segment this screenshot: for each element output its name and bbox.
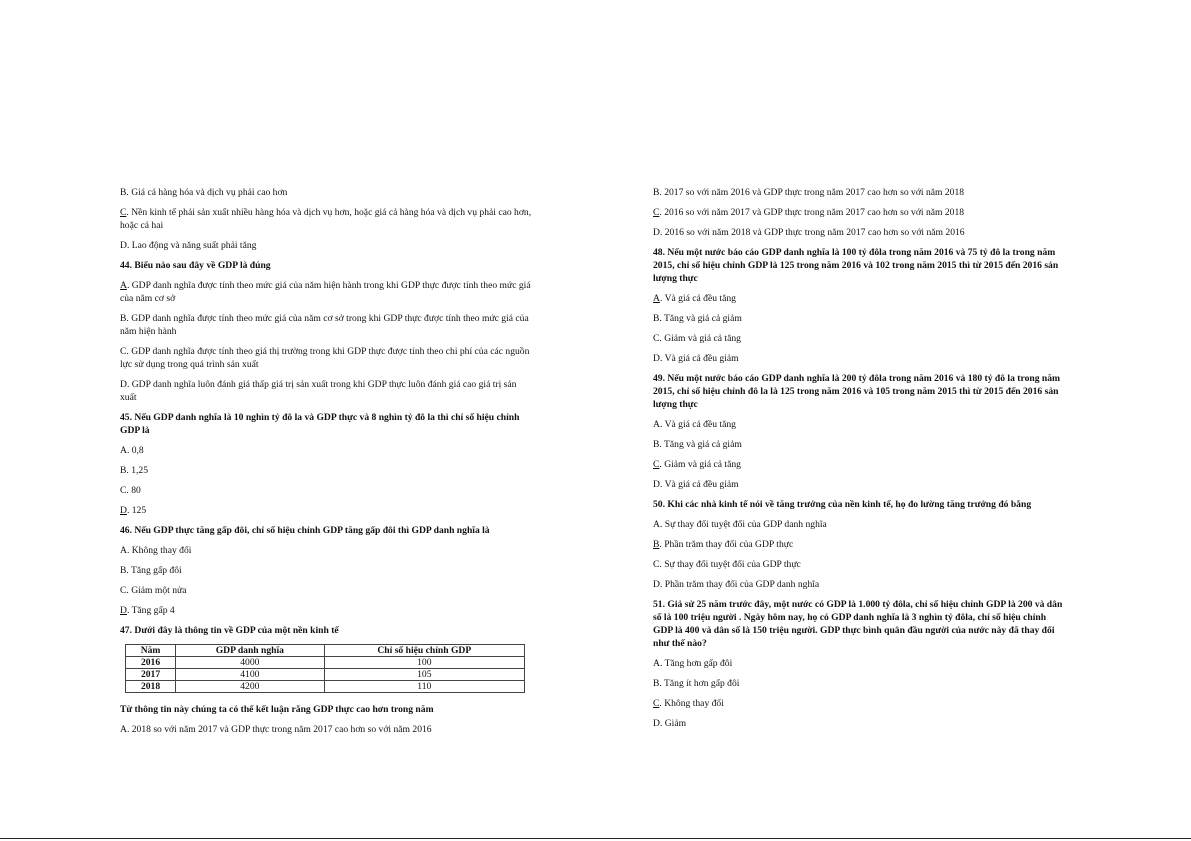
option-letter: B: [120, 565, 127, 576]
option-text: 2016 so với năm 2018 và GDP thực trong năm 2017 cao hơn so với năm 2016: [664, 227, 965, 238]
option-letter: B: [120, 187, 127, 198]
answer-option: D. Giảm: [653, 718, 687, 729]
option-letter: B: [120, 313, 127, 324]
table-row: [126, 669, 525, 681]
table-header-row: [126, 645, 525, 657]
answer-option: C. 80: [120, 485, 141, 496]
option-text: Nền kinh tế phải sản xuất nhiều hàng hóa và dịch vụ hơn, hoặc giá cả hàng hóa và dịch vụ phải cao hơn, hoặc cả hai: [120, 207, 532, 231]
option-text: 1,25: [131, 465, 148, 476]
option-text: Và giá cả đều tăng: [664, 293, 736, 304]
table-row: [126, 681, 525, 693]
answer-option: A. Và giá cả đều tăng: [653, 293, 736, 304]
option-letter: C: [120, 346, 127, 357]
option-letter: C: [653, 698, 660, 709]
option-text: Giá cả hàng hóa và dịch vụ phải cao hơn: [131, 187, 288, 198]
option-text: 2016 so với năm 2017 và GDP thực trong năm 2017 cao hơn so với năm 2018: [664, 207, 965, 218]
option-letter: D: [653, 718, 660, 729]
answer-option: D. Và giá cả đều giảm: [653, 353, 739, 364]
option-text: Sự thay đổi tuyệt đối của GDP thực: [664, 559, 801, 570]
answer-option: C. Giảm một nửa: [120, 585, 187, 596]
option-letter: B: [120, 465, 127, 476]
answer-option: B. 2017 so với năm 2016 và GDP thực trong năm 2017 cao hơn so với năm 2018: [653, 187, 965, 198]
option-letter: D: [120, 240, 127, 251]
option-text: 125: [131, 505, 147, 516]
answer-option: D. 2016 so với năm 2018 và GDP thực trong năm 2017 cao hơn so với năm 2016: [653, 227, 965, 238]
option-letter: D: [653, 353, 660, 364]
table-cell: 4000: [176, 657, 325, 669]
option-text: Tăng ít hơn gấp đôi: [664, 678, 740, 689]
option-letter: D: [653, 227, 660, 238]
table-header-cell: GDP danh nghĩa: [176, 645, 325, 657]
option-letter: A: [120, 545, 127, 556]
question-text: 50. Khi các nhà kinh tế nói về tăng trưởng của nền kinh tế, họ đo lường tăng trưởng đó bằng: [653, 499, 1032, 510]
answer-option: D. Lao động và năng suất phải tăng: [120, 240, 257, 251]
answer-option: D. Tăng gấp 4: [120, 605, 175, 616]
option-text: Phần trăm thay đổi của GDP thực: [664, 539, 794, 550]
option-letter: A: [653, 293, 660, 304]
option-text: Giảm một nửa: [131, 585, 187, 596]
option-text: Giảm và giá cả tăng: [664, 333, 741, 344]
left-column: [120, 186, 532, 743]
option-letter: D: [120, 605, 127, 616]
question-text: 51. Giả sử 25 năm trước đây, một nước có GDP là 1.000 tỷ đôla, chỉ số hiệu chỉnh GDP là 200 và dân số là 100 triệu người . Ngày hôm nay, họ có GDP danh nghĩa là 3 nghìn tỷ đôla, chỉ số hiệu chỉnh GDP là 400 và dân số là 150 triệu người. GDP thực bình quân đầu người của nước này đã thay đổi như thế nào?: [653, 599, 1063, 649]
option-letter: C: [120, 485, 127, 496]
answer-option: D. Và giá cả đều giảm: [653, 479, 739, 490]
page-bottom-divider: [0, 838, 1191, 839]
answer-option: B. 1,25: [120, 465, 148, 476]
option-letter: C: [653, 333, 660, 344]
answer-option: D. Phần trăm thay đổi của GDP danh nghĩa: [653, 579, 820, 590]
option-text: Không thay đổi: [664, 698, 724, 709]
option-letter: A: [120, 280, 127, 291]
table-cell: 105: [324, 669, 524, 681]
answer-option: A. Tăng hơn gấp đôi: [653, 658, 733, 669]
table-cell: 4100: [176, 669, 325, 681]
answer-option: A. Sự thay đổi tuyệt đối của GDP danh nghĩa: [653, 519, 827, 530]
table-cell: 100: [324, 657, 524, 669]
answer-option: B. Tăng ít hơn gấp đôi: [653, 678, 740, 689]
option-text: Không thay đổi: [131, 545, 192, 556]
answer-option: C. Không thay đổi: [653, 698, 724, 709]
answer-option: A. 2018 so với năm 2017 và GDP thực trong năm 2017 cao hơn so với năm 2016: [120, 724, 432, 735]
option-letter: D: [120, 379, 127, 390]
option-letter: B: [653, 539, 660, 550]
gdp-table: [125, 644, 525, 693]
answer-option: C. Giảm và giá cả tăng: [653, 459, 741, 470]
right-column: [653, 186, 1065, 737]
answer-option: C. Giảm và giá cả tăng: [653, 333, 741, 344]
option-letter: C: [653, 207, 660, 218]
answer-option: C. Sự thay đổi tuyệt đối của GDP thực: [653, 559, 801, 570]
answer-option: B. Tăng và giá cả giảm: [653, 439, 742, 450]
option-letter: B: [653, 439, 660, 450]
option-text: 0,8: [131, 445, 144, 456]
option-text: 2017 so với năm 2016 và GDP thực trong năm 2017 cao hơn so với năm 2018: [664, 187, 965, 198]
table-cell: 2016: [126, 657, 176, 669]
option-text: Phần trăm thay đổi của GDP danh nghĩa: [664, 579, 820, 590]
question-text: 49. Nếu một nước báo cáo GDP danh nghĩa là 200 tỷ đôla trong năm 2016 và 180 tỷ đô la trong năm 2015, chỉ số hiệu chỉnh đô la là 125 trong năm 2016 và 105 trong năm 2015 thì từ 2015 đến 2016 sản lượng thực: [653, 373, 1061, 410]
option-letter: A: [653, 658, 660, 669]
answer-option: A. GDP danh nghĩa được tính theo mức giá của năm hiện hành trong khi GDP thực được tính theo mức giá của năm cơ sở: [120, 280, 531, 304]
option-text: Tăng và giá cả giảm: [664, 313, 742, 324]
option-letter: A: [120, 724, 127, 735]
option-letter: C: [653, 559, 660, 570]
table-header-cell: Chỉ số hiệu chỉnh GDP: [324, 645, 524, 657]
question-text: 44. Biểu nào sau đây về GDP là đúng: [120, 260, 271, 271]
option-text: Lao động và năng suất phải tăng: [131, 240, 257, 251]
answer-option: A. Không thay đổi: [120, 545, 192, 556]
option-text: GDP danh nghĩa được tính theo giá thị trường trong khi GDP thực được tính theo chi phí của các nguồn lực sử dụng trong quá trình sản xuất: [120, 346, 530, 370]
table-row: [126, 657, 525, 669]
option-letter: B: [653, 187, 660, 198]
option-text: Và giá cả đều giảm: [664, 353, 739, 364]
option-letter: C: [120, 585, 127, 596]
answer-option: B. Giá cả hàng hóa và dịch vụ phải cao hơn: [120, 187, 288, 198]
answer-option: C. 2016 so với năm 2017 và GDP thực trong năm 2017 cao hơn so với năm 2018: [653, 207, 965, 218]
question-text: 45. Nếu GDP danh nghĩa là 10 nghìn tỷ đô la và GDP thực và 8 nghìn tỷ đô la thì chỉ số hiệu chỉnh GDP là: [120, 412, 520, 436]
question-text: 46. Nếu GDP thực tăng gấp đôi, chỉ số hiệu chỉnh GDP tăng gấp đôi thì GDP danh nghĩa là: [120, 525, 490, 536]
option-letter: A: [120, 445, 127, 456]
option-text: Giảm: [664, 718, 687, 729]
option-text: Giảm và giá cả tăng: [664, 459, 741, 470]
option-text: Tăng hơn gấp đôi: [664, 658, 733, 669]
option-text: Tăng và giá cả giảm: [664, 439, 742, 450]
option-text: Và giá cả đều giảm: [664, 479, 739, 490]
question-text: Từ thông tin này chúng ta có thể kết luận rằng GDP thực cao hơn trong năm: [120, 704, 434, 715]
table-cell: 110: [324, 681, 524, 693]
answer-option: B. Tăng và giá cả giảm: [653, 313, 742, 324]
option-text: 80: [131, 485, 141, 496]
answer-option: B. Tăng gấp đôi: [120, 565, 182, 576]
option-letter: B: [653, 313, 660, 324]
option-text: Sự thay đổi tuyệt đối của GDP danh nghĩa: [664, 519, 827, 530]
option-letter: C: [120, 207, 127, 218]
option-letter: A: [653, 419, 660, 430]
option-letter: C: [653, 459, 660, 470]
question-text: 48. Nếu một nước báo cáo GDP danh nghĩa là 100 tỷ đôla trong năm 2016 và 75 tỷ đô la trong năm 2015, chỉ số hiệu chỉnh GDP là 125 trong năm 2016 và 102 trong năm 2015 thì từ 2015 đến 2016 sản lượng thực: [653, 247, 1059, 284]
answer-option: C. Nền kinh tế phải sản xuất nhiều hàng hóa và dịch vụ hơn, hoặc giá cả hàng hóa và dịch vụ phải cao hơn, hoặc cả hai: [120, 207, 532, 231]
answer-option: A. Và giá cả đều tăng: [653, 419, 736, 430]
answer-option: D. GDP danh nghĩa luôn đánh giá thấp giá trị sản xuất trong khi GDP thực luôn đánh giá cao giá trị sản xuất: [120, 379, 517, 403]
option-text: GDP danh nghĩa luôn đánh giá thấp giá trị sản xuất trong khi GDP thực luôn đánh giá cao giá trị sản xuất: [120, 379, 517, 403]
option-text: 2018 so với năm 2017 và GDP thực trong năm 2017 cao hơn so với năm 2016: [131, 724, 432, 735]
table-cell: 4200: [176, 681, 325, 693]
option-letter: D: [653, 479, 660, 490]
table-cell: 2017: [126, 669, 176, 681]
option-text: GDP danh nghĩa được tính theo mức giá của năm hiện hành trong khi GDP thực được tính theo mức giá của năm cơ sở: [120, 280, 531, 304]
option-letter: D: [653, 579, 660, 590]
option-text: Và giá cả đều tăng: [664, 419, 736, 430]
question-text: 47. Dưới đây là thông tin về GDP của một nền kinh tế: [120, 625, 339, 636]
answer-option: D. 125: [120, 505, 147, 516]
option-text: Tăng gấp 4: [131, 605, 175, 616]
option-text: GDP danh nghĩa được tính theo mức giá của năm cơ sở trong khi GDP thực được tính theo mức giá của năm hiện hành: [120, 313, 529, 337]
option-letter: B: [653, 678, 660, 689]
answer-option: C. GDP danh nghĩa được tính theo giá thị trường trong khi GDP thực được tính theo chi phí của các nguồn lực sử dụng trong quá trình sản xuất: [120, 346, 530, 370]
answer-option: B. Phần trăm thay đổi của GDP thực: [653, 539, 794, 550]
answer-option: A. 0,8: [120, 445, 144, 456]
table-header-cell: Năm: [126, 645, 176, 657]
option-text: Tăng gấp đôi: [131, 565, 182, 576]
table-cell: 2018: [126, 681, 176, 693]
option-letter: D: [120, 505, 127, 516]
answer-option: B. GDP danh nghĩa được tính theo mức giá của năm cơ sở trong khi GDP thực được tính theo mức giá của năm hiện hành: [120, 313, 529, 337]
option-letter: A: [653, 519, 660, 530]
